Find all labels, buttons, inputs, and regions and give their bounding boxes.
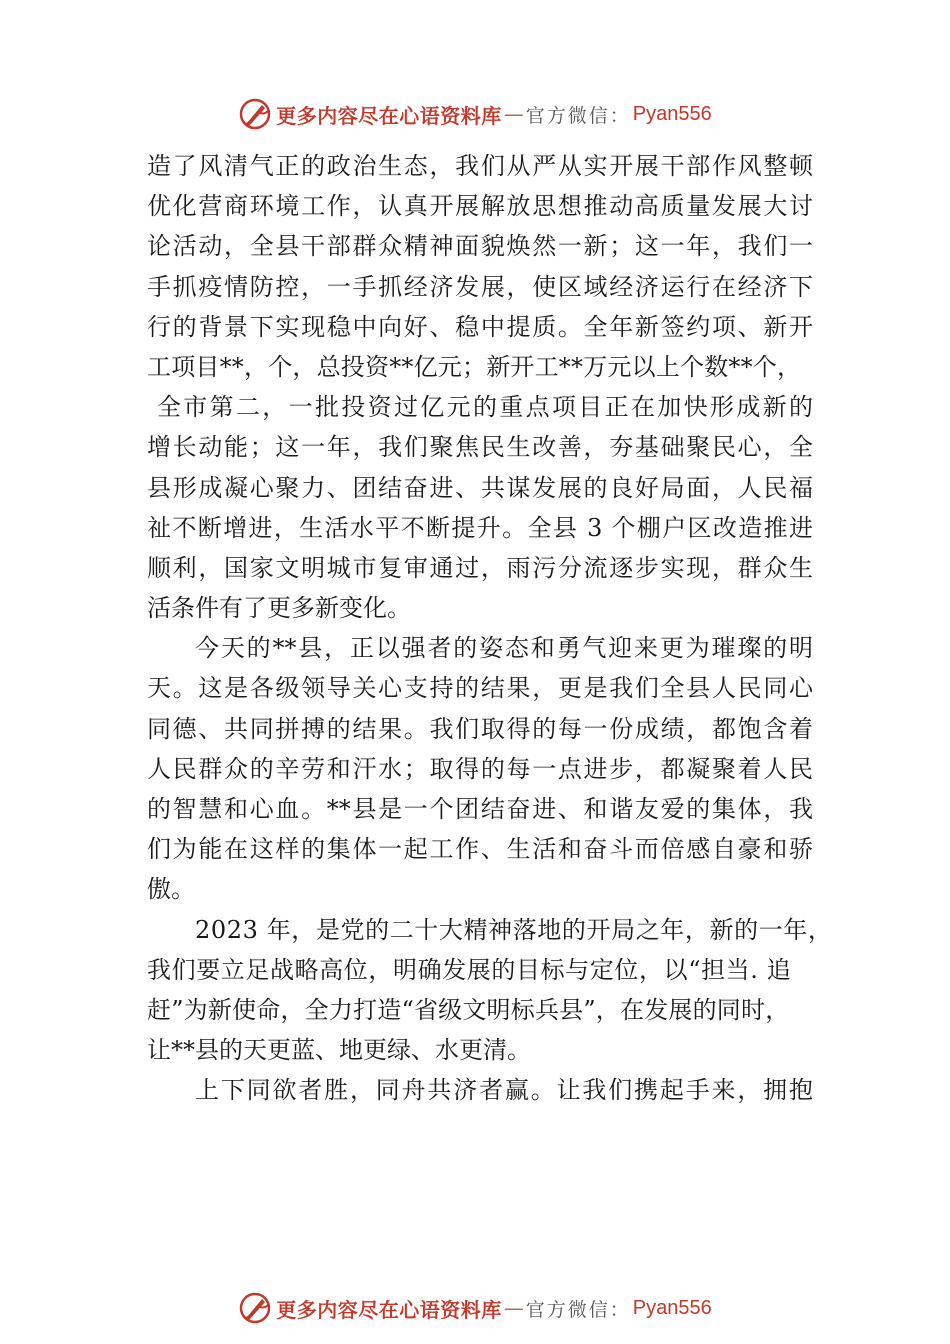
footer-banner	[0, 1288, 950, 1328]
quill-pen-logo-icon	[238, 97, 272, 131]
text-line: 赶”为新使命，全力打造“省级文明标兵县”，在发展的同时，	[147, 995, 790, 1024]
text-line: 活条件有了更多新变化。	[147, 594, 411, 623]
text-line: 优化营商环境工作，认真开展解放思想推动高质量发展大讨	[147, 192, 813, 221]
paragraph-2	[147, 628, 813, 909]
text-line: 增长动能；这一年，我们聚焦民生改善，夯基础聚民心，全	[147, 433, 813, 462]
header-banner	[0, 94, 950, 134]
text-line: 工项目**，个，总投资**亿元；新开工**万元以上个数**个，	[147, 352, 802, 381]
text-line: 上下同欲者胜，同舟共济者赢。让我们携起手来，拥抱	[195, 1076, 813, 1105]
banner-dash: —	[503, 102, 524, 126]
text-line: 我们要立足战略高位，明确发展的目标与定位，以“担当. 追	[147, 955, 792, 984]
text-line: 们为能在这样的集体一起工作、生活和奋斗而倍感自豪和骄	[147, 835, 813, 864]
text-line: 行的背景下实现稳中向好、稳中提质。全年新签约项、新开	[147, 312, 813, 341]
banner-title: 更多内容尽在心语资料库	[276, 103, 502, 128]
text-line: 论活动，全县干部群众精神面貌焕然一新；这一年，我们一	[147, 232, 813, 261]
paragraph-1	[147, 146, 813, 628]
text-line: 今天的**县，正以强者的姿态和勇气迎来更为璀璨的明	[195, 634, 813, 663]
paragraph-4	[147, 1070, 813, 1110]
text-line: 同德、共同拼搏的结果。我们取得的每一份成绩，都饱含着	[147, 714, 813, 743]
text-line: 的智慧和心血。**县是一个团结奋进、和谐友爱的集体，我	[147, 795, 813, 823]
text-line: 祉不断增进，生活水平不断提升。全县 3 个棚户区改造推进	[147, 513, 813, 542]
banner-wechat-id: Pyan556	[632, 102, 712, 125]
text-line: 傲。	[147, 875, 195, 904]
text-line: 县形成凝心聚力、团结奋进、共谋发展的良好局面，人民福	[147, 473, 813, 502]
banner-dash: —	[503, 1296, 524, 1320]
text-line: 顺利，国家文明城市复审通过，雨污分流逐步实现，群众生	[147, 553, 813, 582]
text-line: 让**县的天更蓝、地更绿、水更清。	[147, 1036, 531, 1065]
banner-official-label: 官方微信：	[525, 1298, 631, 1321]
quill-pen-logo-icon	[238, 1291, 272, 1325]
banner-title: 更多内容尽在心语资料库	[276, 1297, 502, 1322]
document-body	[147, 146, 833, 1111]
text-line: 全市第二，一批投资过亿元的重点项目正在加快形成新的	[147, 393, 813, 422]
text-line: 2023 年，是党的二十大精神落地的开局之年，新的一年，	[195, 915, 833, 944]
banner-official-label: 官方微信：	[525, 104, 631, 127]
text-line: 手抓疫情防控，一手抓经济发展，使区域经济运行在经济下	[147, 272, 813, 301]
paragraph-3	[147, 910, 833, 1071]
banner-wechat-id: Pyan556	[632, 1296, 712, 1319]
text-line: 造了风清气正的政治生态，我们从严从实开展干部作风整顿	[147, 152, 813, 180]
text-line: 人民群众的辛劳和汗水；取得的每一点进步，都凝聚着人民	[147, 754, 813, 783]
text-line: 天。这是各级领导关心支持的结果，更是我们全县人民同心	[147, 674, 813, 703]
